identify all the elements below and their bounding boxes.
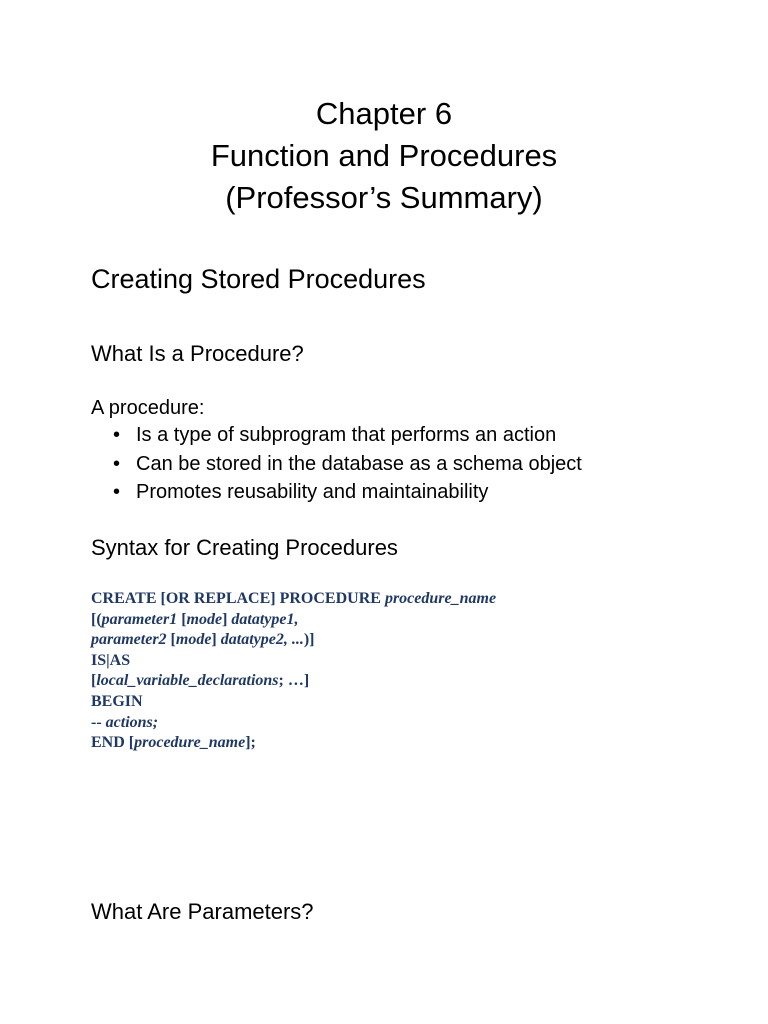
list-item-text: Is a type of subprogram that performs an action bbox=[136, 424, 557, 446]
heading-syntax: Syntax for Creating Procedures bbox=[91, 535, 398, 560]
code-keyword: [( bbox=[91, 610, 102, 628]
code-keyword: [ bbox=[166, 631, 176, 649]
code-line bbox=[91, 733, 496, 754]
code-keyword: CREATE [OR REPLACE] PROCEDURE bbox=[91, 590, 385, 607]
code-keyword: ; …] bbox=[278, 672, 310, 690]
chapter-topic: Function and Procedures bbox=[210, 138, 558, 173]
code-placeholder: procedure_name bbox=[384, 590, 497, 607]
list-item bbox=[91, 450, 582, 479]
procedure-intro: A procedure: bbox=[91, 397, 205, 419]
bullet-dot-icon: • bbox=[113, 481, 121, 503]
code-keyword: ] bbox=[211, 631, 221, 649]
bullet-dot-icon: • bbox=[113, 424, 121, 446]
code-line bbox=[91, 651, 496, 672]
code-placeholder: mode bbox=[186, 610, 223, 628]
code-placeholder: datatype1, bbox=[231, 610, 299, 628]
chapter-subtitle: (Professor’s Summary) bbox=[225, 180, 543, 215]
list-item bbox=[91, 478, 582, 507]
chapter-number: Chapter 6 bbox=[315, 96, 453, 131]
bullet-dot-icon: • bbox=[113, 452, 121, 475]
code-keyword: IS|AS bbox=[91, 651, 131, 669]
code-keyword: )] bbox=[303, 631, 315, 649]
code-placeholder: procedure_name bbox=[134, 734, 246, 752]
code-keyword: ] bbox=[222, 610, 232, 628]
code-keyword: [ bbox=[177, 610, 187, 628]
code-line bbox=[91, 630, 496, 651]
heading-parameters: What Are Parameters? bbox=[91, 899, 314, 924]
syntax-code-block bbox=[91, 589, 496, 754]
code-placeholder: actions; bbox=[105, 713, 159, 731]
list-item-text: Can be stored in the database as a schema object bbox=[136, 452, 582, 475]
code-placeholder: datatype2, ... bbox=[220, 631, 304, 649]
chapter-title bbox=[0, 93, 768, 219]
section-heading-creating: Creating Stored Procedures bbox=[91, 264, 426, 294]
code-line bbox=[91, 671, 496, 692]
code-line bbox=[91, 713, 496, 734]
code-placeholder: local_variable_declarations bbox=[96, 672, 279, 690]
list-item-text: Promotes reusability and maintainability bbox=[136, 481, 489, 503]
heading-what-is-procedure: What Is a Procedure? bbox=[91, 341, 304, 366]
code-line bbox=[91, 610, 496, 631]
code-keyword: [ bbox=[91, 672, 97, 690]
code-keyword: -- bbox=[91, 713, 106, 731]
code-keyword: BEGIN bbox=[91, 692, 143, 710]
procedure-bullet-list bbox=[91, 421, 582, 507]
code-line bbox=[91, 692, 496, 713]
code-placeholder: parameter1 bbox=[101, 610, 178, 628]
list-item bbox=[91, 421, 582, 450]
code-keyword: END [ bbox=[91, 734, 135, 752]
code-line bbox=[91, 589, 496, 610]
code-keyword: ]; bbox=[245, 734, 256, 752]
code-placeholder: parameter2 bbox=[91, 631, 167, 649]
code-placeholder: mode bbox=[175, 631, 212, 649]
